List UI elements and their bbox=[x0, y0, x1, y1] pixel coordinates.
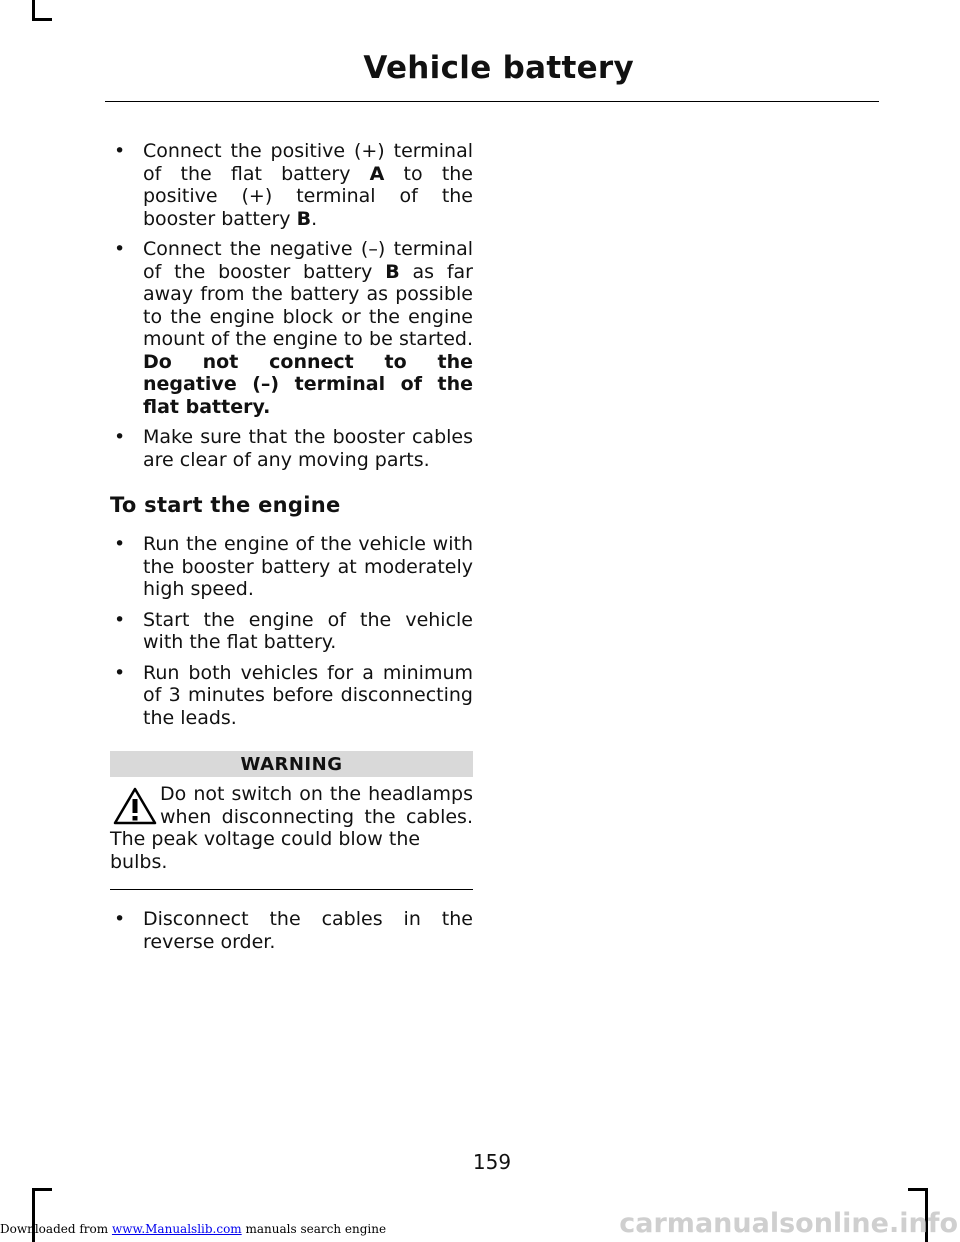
item-text: Run both vehicles for a minimum of 3 minutes before disconnecting the leads. bbox=[143, 661, 473, 729]
item-text: Make sure that the booster cables are clear of any moving parts. bbox=[143, 426, 473, 471]
page-number: 159 bbox=[472, 1150, 512, 1174]
warning-rule bbox=[110, 889, 473, 890]
bullet: • bbox=[114, 140, 126, 162]
content-column bbox=[110, 140, 473, 961]
bullet: • bbox=[114, 238, 126, 260]
warning-text-line: when disconnecting the cables. bbox=[160, 805, 473, 828]
page-title: Vehicle battery bbox=[363, 50, 634, 86]
bullet: • bbox=[114, 908, 126, 930]
header-rule bbox=[105, 101, 879, 102]
list-item bbox=[110, 609, 473, 654]
warning-triangle-icon bbox=[112, 786, 158, 826]
download-footer: Downloaded from www.Manualslib.com manuals search engine bbox=[0, 1222, 387, 1236]
bullet: • bbox=[114, 533, 126, 555]
warning-box bbox=[110, 777, 473, 873]
item-text: Connect the negative (–) terminal of the booster battery B as far away from the battery as possible to the engine block or the engine mount of the engine to be started. Do not connect to the negative (–) terminal of the flat battery. bbox=[143, 238, 473, 418]
crop-mark-top-left bbox=[32, 0, 35, 20]
bullet: • bbox=[114, 661, 126, 684]
warning-text-line: Do not switch on the headlamps bbox=[160, 783, 473, 805]
watermark: carmanualsonline.info bbox=[619, 1208, 958, 1239]
crop-mark-top-left bbox=[32, 18, 52, 21]
manualslib-link[interactable]: www.Manualslib.com bbox=[111, 1222, 242, 1236]
emphasis-note: Do not connect to the negative (–) terminal of the flat battery. bbox=[143, 350, 473, 418]
item-text: Start the engine of the vehicle with the flat battery. bbox=[143, 608, 473, 653]
warning-text: The peak voltage could blow the bulbs. bbox=[110, 828, 421, 873]
list-item bbox=[110, 140, 473, 230]
section-heading: To start the engine bbox=[110, 493, 341, 517]
list-item bbox=[110, 238, 473, 418]
warning-label: WARNING bbox=[110, 751, 473, 777]
list-item bbox=[110, 426, 473, 471]
bullet: • bbox=[114, 608, 126, 631]
bullet: • bbox=[114, 426, 126, 448]
crop-mark-bottom-left bbox=[32, 1188, 52, 1191]
list-item bbox=[110, 533, 473, 601]
item-text: Disconnect the cables in the reverse order. bbox=[143, 908, 473, 953]
item-text: Connect the positive (+) terminal of the flat battery A to the positive (+) terminal of the booster battery B. bbox=[143, 140, 474, 230]
list-item bbox=[110, 662, 473, 730]
list-item bbox=[110, 908, 473, 953]
item-text: Run the engine of the vehicle with the booster battery at moderately high speed. bbox=[143, 533, 473, 600]
